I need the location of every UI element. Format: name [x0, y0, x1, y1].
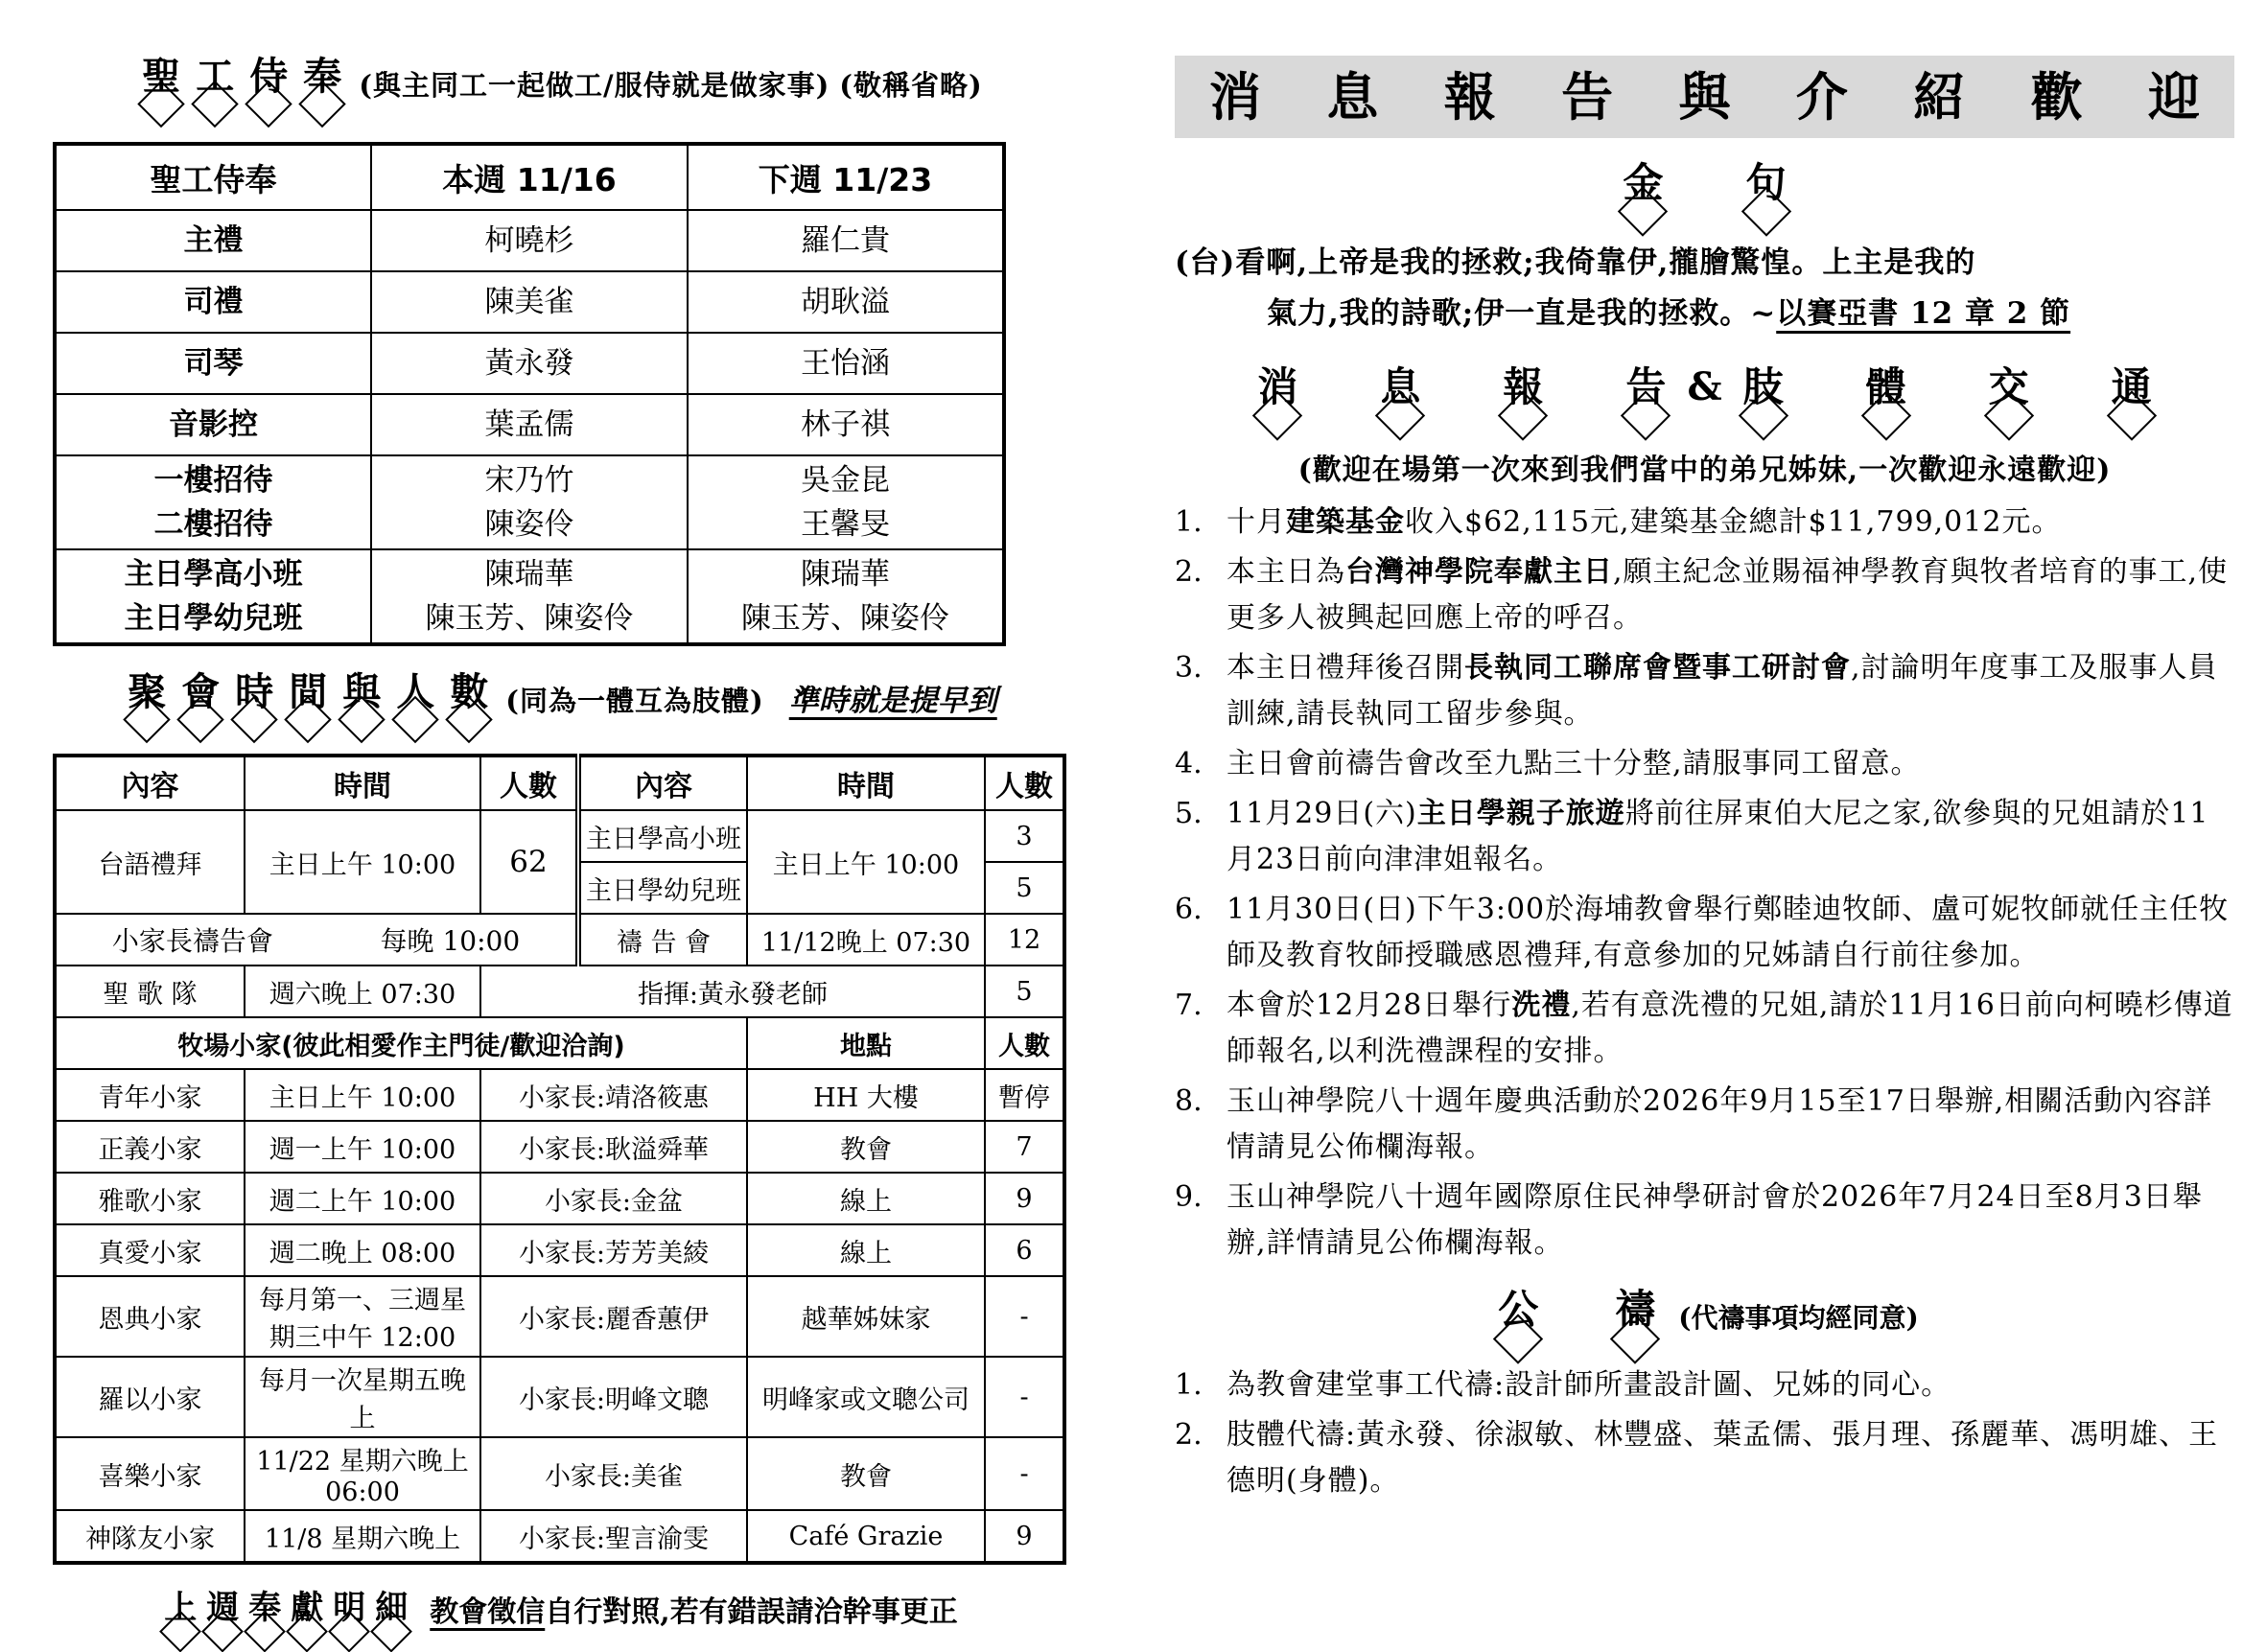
pasture-header-location: 地點: [747, 1017, 985, 1069]
decorated-char: 介: [1795, 66, 1848, 128]
gather-section-title: [53, 671, 1064, 733]
item-text: [1227, 549, 2234, 641]
home-row: [55, 1173, 1064, 1224]
serve-cell-duty: [55, 333, 371, 394]
decorated-char: 肢: [1741, 365, 1787, 429]
list-item: [1175, 1412, 2234, 1504]
serve-cell-next_week: [688, 333, 1004, 394]
decorated-char: 細: [372, 1591, 410, 1641]
home-leader: 小家長:耿溢舜華: [480, 1121, 747, 1173]
cell-line: 一樓招待: [153, 463, 273, 498]
cell-line: 陳瑞華: [484, 557, 574, 592]
news-title-part2: [1736, 365, 2160, 429]
serve-row: [55, 394, 1004, 455]
serve-cell-next_week: [688, 394, 1004, 455]
decorated-char: 報: [1500, 365, 1546, 429]
parents-prayer-cell: [55, 914, 578, 966]
news-section-title: [1175, 364, 2234, 429]
item-text: [1227, 1079, 2234, 1171]
cell-line: 王怡涵: [801, 346, 890, 381]
decorated-char: 息: [1326, 66, 1379, 128]
text-segment: ,若有意洗禮的兄姐,請於11月16日前向柯曉杉傳道師報名,以利洗禮課程的安排。: [1227, 989, 2233, 1069]
sunday-school-kids-count: 5: [985, 862, 1064, 914]
home-location: 越華姊妹家: [747, 1276, 985, 1357]
announcement-list: [1175, 500, 2234, 1267]
choir-conductor: 指揮:黃永發老師: [480, 966, 985, 1017]
cell-line: 二樓招待: [153, 507, 273, 542]
item-number: 2.: [1175, 1418, 1203, 1453]
cell-line: 陳美雀: [484, 285, 574, 319]
home-location: 教會: [747, 1121, 985, 1173]
prayer-meeting-name: 禱 告 會: [578, 914, 747, 966]
home-row: [55, 1069, 1064, 1121]
home-time: 主日上午 10:00: [245, 1069, 480, 1121]
serve-cell-duty: [55, 271, 371, 333]
text-segment: ,討論明年度事工及服事人員訓練,請長執同工留步參與。: [1227, 651, 2218, 732]
decorated-char: 奉: [300, 56, 344, 117]
home-time: 週二晚上 08:00: [245, 1224, 480, 1276]
text-segment: 氣力,我的詩歌;伊一直是我的拯救。~: [1267, 296, 1777, 332]
cell-line: 主禮: [183, 223, 244, 258]
list-item: [1175, 549, 2234, 641]
home-row: [55, 1224, 1064, 1276]
home-count: 9: [985, 1173, 1064, 1224]
underlined-segment: 以賽亞書 12 章 2 節: [1776, 296, 2071, 332]
prayer-meeting-time: 11/12晚上 07:30: [747, 914, 985, 966]
list-item: [1175, 1362, 2234, 1408]
prayer-meeting-count: 12: [985, 914, 1064, 966]
text-segment: (台)看啊,上帝是我的拯救;我倚靠伊,攏膾驚惶。上主是我的: [1175, 245, 1976, 281]
gather-header-count-right: 人數: [985, 756, 1064, 810]
home-time: 每月第一、三週星期三中午 12:00: [245, 1276, 480, 1357]
gather-header-count-left: 人數: [480, 756, 578, 810]
decorated-char: 消: [1209, 66, 1261, 128]
item-number: 6.: [1175, 893, 1203, 927]
serve-cell-next_week: [688, 271, 1004, 333]
text-segment: 本主日為: [1227, 555, 1345, 590]
decorated-char: 聚: [125, 671, 169, 733]
offering-footer: [53, 1588, 1064, 1641]
left-page: [53, 56, 1064, 1641]
cell-line: 柯曉杉: [484, 223, 574, 258]
serve-cell-next_week: [688, 549, 1004, 644]
serve-row: [55, 333, 1004, 394]
public-prayer-note: (代禱事項均經同意): [1678, 1302, 1919, 1335]
home-count: 暫停: [985, 1069, 1064, 1121]
list-item: [1175, 1079, 2234, 1171]
verse-line-2: [1175, 289, 2234, 339]
choir-count: 5: [985, 966, 1064, 1017]
home-count: 7: [985, 1121, 1064, 1173]
gather-header-content-right: 內容: [578, 756, 747, 810]
cell-line: 陳姿伶: [484, 507, 574, 542]
pasture-header-row: [55, 1017, 1064, 1069]
item-number: 1.: [1175, 505, 1203, 540]
item-number: 8.: [1175, 1084, 1203, 1119]
home-name: 神隊友小家: [55, 1510, 245, 1563]
cell-line: 王馨旻: [801, 507, 890, 542]
home-leader: 小家長:明峰文聰: [480, 1357, 747, 1437]
item-text: [1227, 791, 2234, 883]
public-prayer-title-row: [1175, 1288, 2234, 1351]
home-name: 正義小家: [55, 1121, 245, 1173]
gather-title-note: (同為一體互為肢體): [505, 685, 764, 717]
decorated-char: 侍: [246, 56, 291, 117]
list-item: [1175, 1175, 2234, 1267]
item-number: 1.: [1175, 1368, 1203, 1403]
serve-cell-this_week: [371, 455, 688, 549]
text-segment: ,願主紀念並賜福神學教育與牧者培育的事工,使更多人被興起回應上帝的呼召。: [1227, 555, 2229, 636]
text-segment: 為教會建堂事工代禱:設計師所畫設計圖、兄姊的同心。: [1227, 1368, 1951, 1403]
home-count: -: [985, 1437, 1064, 1510]
serve-row: [55, 549, 1004, 644]
item-text: [1227, 887, 2234, 979]
item-text: [1227, 741, 2234, 787]
decorated-char: 奉: [245, 1591, 284, 1641]
serve-cell-this_week: [371, 333, 688, 394]
decorated-char: 報: [1443, 66, 1496, 128]
home-location: Café Grazie: [747, 1510, 985, 1563]
home-leader: 小家長:美雀: [480, 1437, 747, 1510]
cell-line: 陳瑞華: [801, 557, 890, 592]
serve-cell-this_week: [371, 549, 688, 644]
item-number: 3.: [1175, 651, 1203, 686]
home-location: 線上: [747, 1224, 985, 1276]
serve-section-title: [53, 56, 1064, 117]
cell-line: 陳玉芳、陳姿伶: [425, 601, 634, 636]
text-segment: 肢體代禱:黃永發、徐淑敏、林豐盛、葉孟儒、張月理、孫麗華、馮明雄、王德明(身體)。: [1227, 1418, 2219, 1499]
cell-line: 司琴: [183, 346, 244, 381]
decorated-char: 息: [1377, 365, 1423, 429]
cell-line: 黃永發: [484, 346, 574, 381]
decorated-char: 人: [393, 671, 437, 733]
item-text: [1227, 983, 2234, 1075]
home-row: [55, 1510, 1064, 1563]
serve-cell-this_week: [371, 394, 688, 455]
text-segment: 11月30日(日)下午3:00於海埔教會舉行鄭睦迪牧師、盧可妮牧師就任主任牧師及教育牧師授職感恩禮拜,有意參加的兄姊請自行前往參加。: [1227, 893, 2230, 973]
cell-line: 吳金昆: [801, 463, 890, 498]
gather-title-slogan: 準時就是提早到: [788, 684, 997, 718]
text-segment: 玉山神學院八十週年慶典活動於2026年9月15至17日舉辦,相關活動內容詳情請見公佈欄海報。: [1227, 1084, 2213, 1165]
serve-header-next-week: 下週 11/23: [688, 144, 1004, 210]
golden-verse-title: [1615, 161, 1793, 224]
decorated-char: 明: [330, 1591, 368, 1641]
public-prayer-title: [1490, 1288, 1663, 1351]
home-count: 9: [985, 1510, 1064, 1563]
home-name: 青年小家: [55, 1069, 245, 1121]
home-time: 11/22 星期六晚上 06:00: [245, 1437, 480, 1510]
serve-title-text: [134, 56, 349, 117]
list-item: [1175, 500, 2234, 546]
gather-row-taiyu: [55, 810, 1064, 862]
serve-row: [55, 271, 1004, 333]
verse-line-1: [1175, 238, 2234, 289]
home-time: 週二上午 10:00: [245, 1173, 480, 1224]
list-item: [1175, 645, 2234, 737]
gather-row-prayer: [55, 914, 1064, 966]
decorated-char: 與: [1678, 66, 1731, 128]
choir-name: 聖 歌 隊: [55, 966, 245, 1017]
list-item: [1175, 791, 2234, 883]
cell-line: 宋乃竹: [484, 463, 574, 498]
home-row: [55, 1121, 1064, 1173]
text-segment: 將前往屏東伯大尼之家,欲參與的兄姐請於11月23日前向津津姐報名。: [1227, 797, 2209, 877]
news-banner: [1175, 56, 2234, 138]
offering-note-rest: 自行對照,若有錯誤請洽幹事更正: [545, 1595, 958, 1629]
parents-prayer-time: 每晚 10:00: [380, 925, 521, 957]
home-row: [55, 1437, 1064, 1510]
serve-cell-next_week: [688, 210, 1004, 271]
item-text: [1227, 1175, 2234, 1267]
decorated-char: 工: [193, 56, 237, 117]
sunday-school-upper-name: 主日學高小班: [578, 810, 747, 862]
list-item: [1175, 983, 2234, 1075]
serve-cell-duty: [55, 549, 371, 644]
serve-title-note1: (與主同工一起做工/服侍就是做家事): [359, 69, 830, 102]
sunday-school-kids-name: 主日學幼兒班: [578, 862, 747, 914]
gather-header-time-left: 時間: [245, 756, 480, 810]
taiyu-name: 台語禮拜: [55, 810, 245, 914]
decorated-char: 與: [339, 671, 384, 733]
decorated-char: 時: [232, 671, 276, 733]
decorated-char: 告: [1561, 66, 1614, 128]
pasture-header-title: 牧場小家(彼此相愛作主門徒/歡迎洽詢): [55, 1017, 747, 1069]
decorated-char: 體: [1863, 365, 1909, 429]
decorated-char: 間: [286, 671, 330, 733]
home-name: 真愛小家: [55, 1224, 245, 1276]
home-time: 週一上午 10:00: [245, 1121, 480, 1173]
gather-title-text: [120, 671, 496, 733]
bold-segment: 長執同工聯席會暨事工研討會: [1464, 651, 1851, 686]
cell-line: 主日學幼兒班: [124, 601, 303, 636]
home-leader: 小家長:金盆: [480, 1173, 747, 1224]
decorated-char: 聖: [139, 56, 183, 117]
gather-row-choir: [55, 966, 1064, 1017]
home-time: 每月一次星期五晚上: [245, 1357, 480, 1437]
text-segment: 本會於12月28日舉行: [1227, 989, 1512, 1023]
home-location: 教會: [747, 1437, 985, 1510]
home-row: [55, 1357, 1064, 1437]
home-name: 恩典小家: [55, 1276, 245, 1357]
cell-line: 葉孟儒: [484, 407, 574, 442]
gather-table: [53, 754, 1066, 1565]
text-segment: 十月: [1227, 505, 1286, 540]
decorated-char: 會: [178, 671, 222, 733]
cell-line: 音影控: [169, 407, 258, 442]
decorated-char: 通: [2109, 365, 2155, 429]
decorated-char: 上: [161, 1591, 199, 1641]
decorated-char: 公: [1495, 1288, 1541, 1351]
serve-header-this-week: 本週 11/16: [371, 144, 688, 210]
text-segment: 本主日禮拜後召開: [1227, 651, 1464, 686]
text-segment: 玉山神學院八十週年國際原住民神學研討會於2026年7月24日至8月3日舉辦,詳情請見公佈欄海報。: [1227, 1180, 2203, 1261]
gather-header-row: [55, 756, 1064, 810]
decorated-char: 紹: [1913, 66, 1966, 128]
decorated-char: 週: [203, 1591, 242, 1641]
item-number: 2.: [1175, 555, 1203, 590]
news-title-part1: [1250, 365, 1673, 429]
bold-segment: 主日學親子旅遊: [1416, 797, 1625, 831]
choir-time: 週六晚上 07:30: [245, 966, 480, 1017]
serve-cell-next_week: [688, 455, 1004, 549]
golden-verse-text: [1175, 238, 2234, 339]
gather-header-time-right: 時間: [747, 756, 985, 810]
home-leader: 小家長:芳芳美綾: [480, 1224, 747, 1276]
ampersand: &: [1687, 364, 1722, 410]
cell-line: 林子祺: [801, 407, 890, 442]
serve-cell-duty: [55, 455, 371, 549]
offering-title: [159, 1588, 412, 1641]
home-location: HH 大樓: [747, 1069, 985, 1121]
list-item: [1175, 741, 2234, 787]
home-name: 喜樂小家: [55, 1437, 245, 1510]
decorated-char: 告: [1623, 365, 1669, 429]
bold-segment: 洗禮: [1511, 989, 1572, 1023]
serve-cell-this_week: [371, 271, 688, 333]
cell-line: 司禮: [183, 285, 244, 319]
list-item: [1175, 887, 2234, 979]
home-name: 雅歌小家: [55, 1173, 245, 1224]
welcome-line: (歡迎在場第一次來到我們當中的弟兄姊妹,一次歡迎永遠歡迎): [1297, 454, 2112, 488]
serve-header-duty: 聖工侍奉: [55, 144, 371, 210]
sunday-school-time: 主日上午 10:00: [747, 810, 985, 914]
offering-note-underlined: 教會徵信: [430, 1595, 546, 1629]
taiyu-count: 62: [480, 810, 578, 914]
cell-line: 陳玉芳、陳姿伶: [741, 601, 949, 636]
item-text: [1227, 1412, 2234, 1504]
serve-cell-duty: [55, 394, 371, 455]
item-number: 5.: [1175, 797, 1203, 831]
decorated-char: 句: [1743, 161, 1789, 224]
decorated-char: 迎: [2148, 66, 2200, 128]
home-leader: 小家長:靖洛筱惠: [480, 1069, 747, 1121]
serve-cell-this_week: [371, 210, 688, 271]
offering-note: [430, 1588, 957, 1641]
item-text: [1227, 1362, 2234, 1408]
decorated-char: 消: [1254, 365, 1300, 429]
decorated-char: 金: [1620, 161, 1666, 224]
gather-header-content-left: 內容: [55, 756, 245, 810]
serve-table: [53, 142, 1006, 646]
golden-verse-title-row: [1175, 161, 2234, 224]
bold-segment: 台灣神學院奉獻主日: [1345, 555, 1613, 590]
home-count: 6: [985, 1224, 1064, 1276]
serve-row: [55, 455, 1004, 549]
home-name: 羅以小家: [55, 1357, 245, 1437]
cell-line: 胡耿溢: [801, 285, 890, 319]
home-leader: 小家長:聖言渝雯: [480, 1510, 747, 1563]
parents-prayer-name: 小家長禱告會: [111, 925, 273, 957]
item-number: 9.: [1175, 1180, 1203, 1215]
decorated-char: 獻: [288, 1591, 326, 1641]
item-number: 7.: [1175, 989, 1203, 1023]
right-page: [1175, 56, 2234, 1504]
decorated-char: 交: [1986, 365, 2032, 429]
taiyu-time: 主日上午 10:00: [245, 810, 480, 914]
decorated-char: 數: [447, 671, 491, 733]
home-location: 線上: [747, 1173, 985, 1224]
serve-cell-duty: [55, 210, 371, 271]
home-count: -: [985, 1276, 1064, 1357]
item-text: [1227, 500, 2234, 546]
prayer-list: [1175, 1362, 2234, 1504]
pasture-header-count: 人數: [985, 1017, 1064, 1069]
item-number: 4.: [1175, 747, 1203, 781]
serve-row: [55, 210, 1004, 271]
cell-line: 主日學高小班: [124, 557, 303, 592]
decorated-char: 歡: [2030, 66, 2083, 128]
home-location: 明峰家或文聰公司: [747, 1357, 985, 1437]
home-leader: 小家長:麗香蕙伊: [480, 1276, 747, 1357]
bold-segment: 建築基金: [1286, 505, 1405, 540]
serve-title-note2: (敬稱省略): [839, 69, 983, 102]
item-text: [1227, 645, 2234, 737]
cell-line: 羅仁貴: [801, 223, 890, 258]
sunday-school-upper-count: 3: [985, 810, 1064, 862]
home-row: [55, 1276, 1064, 1357]
text-segment: 主日會前禱告會改至九點三十分整,請服事同工留意。: [1227, 747, 1921, 781]
text-segment: 收入$62,115元,建築基金總計$11,799,012元。: [1405, 505, 2062, 540]
serve-header-row: [55, 144, 1004, 210]
home-count: -: [985, 1357, 1064, 1437]
text-segment: 11月29日(六): [1227, 797, 1417, 831]
decorated-char: 禱: [1612, 1288, 1658, 1351]
home-time: 11/8 星期六晚上: [245, 1510, 480, 1563]
